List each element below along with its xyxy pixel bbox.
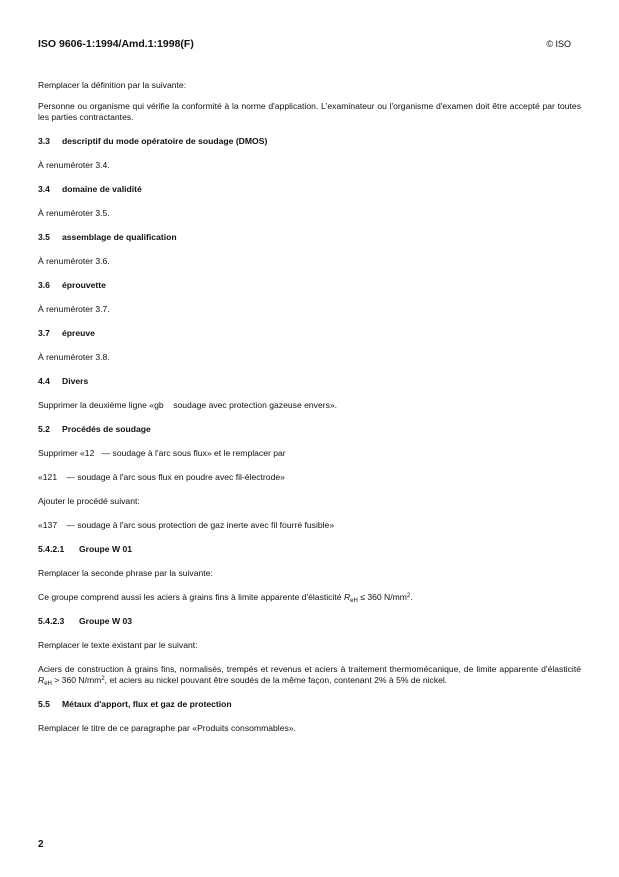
section-number: 3.3: [38, 136, 50, 146]
section-title: éprouvette: [62, 280, 106, 290]
section-title: Groupe W 03: [79, 616, 133, 626]
symbol-subscript: eH: [350, 598, 358, 604]
process-description: — soudage à l'arc sous protection de gaz inerte avec fil fourré fusible»: [66, 520, 335, 530]
text-part: Aciers de construction à grains fins, normalisés, trempés et revenus et aciers à traitement thermomécanique, de limite apparente d'élasticité: [38, 664, 581, 674]
section-title: Métaux d'apport, flux et gaz de protection: [62, 699, 232, 709]
section-heading-5-4-2-3: [38, 616, 581, 627]
section-title: descriptif du mode opératoire de soudage (DMOS): [62, 136, 268, 146]
section-number: 3.7: [38, 328, 50, 338]
section-heading-3-3: [38, 136, 581, 147]
superscript: 2: [101, 676, 105, 682]
section-title: épreuve: [62, 328, 95, 338]
section-text-5-5: Remplacer le titre de ce paragraphe par «Produits consommables».: [38, 723, 296, 733]
section-number: 5.2: [38, 424, 50, 434]
page-header: [38, 38, 571, 52]
section-5-2-para-1: [38, 448, 581, 459]
section-number: 3.4: [38, 184, 50, 194]
value-text: > 360 N/mm: [54, 675, 102, 685]
superscript: 2: [406, 593, 411, 599]
section-heading-4-4: [38, 376, 581, 387]
section-heading-3-5: [38, 232, 581, 243]
section-5-2-para-3: Ajouter le procédé suivant:: [38, 496, 140, 506]
section-heading-3-4: [38, 184, 581, 195]
page-number: 2: [38, 839, 44, 850]
text-part: Supprimer «12: [38, 448, 95, 458]
section-5-4-2-1-para-1: Remplacer la seconde phrase par la suivante:: [38, 568, 213, 578]
section-heading-3-7: [38, 328, 581, 339]
symbol-r: R: [343, 592, 351, 602]
section-text-3-5: À renuméroter 3.6.: [38, 256, 110, 266]
text-part: Ce groupe comprend aussi les aciers à grains fins à limite apparente d'élasticité: [38, 592, 342, 602]
section-number: 3.6: [38, 280, 50, 290]
section-title: Groupe W 01: [79, 544, 133, 554]
section-5-4-2-3-para-1: Remplacer le texte existant par le suivant:: [38, 640, 198, 650]
value-text: ≤ 360 N/mm: [360, 592, 407, 602]
section-heading-5-5: [38, 699, 581, 710]
section-heading-5-2: [38, 424, 581, 435]
document-id: ISO 9606-1:1994/Amd.1:1998(F): [38, 38, 194, 50]
section-text-3-4: À renuméroter 3.5.: [38, 208, 110, 218]
text-part: Supprimer la deuxième ligne «gb: [38, 400, 164, 410]
text-part: soudage avec protection gazeuse envers».: [173, 400, 338, 410]
section-title: assemblage de qualification: [62, 232, 177, 242]
section-text-3-7: À renuméroter 3.8.: [38, 352, 110, 362]
section-title: Divers: [62, 376, 89, 386]
section-5-2-para-2: [38, 472, 581, 483]
section-text-3-6: À renuméroter 3.7.: [38, 304, 110, 314]
section-title: Procédés de soudage: [62, 424, 151, 434]
definition-paragraph: Personne ou organisme qui vérifie la conformité à la norme d'application. L'examinateur ou l'organisme d'examen doit être accepté par toutes les parties contractantes.: [38, 101, 581, 122]
text-part: — soudage à l'arc sous flux» et le remplacer par: [101, 448, 286, 458]
symbol-subscript: eH: [44, 681, 52, 687]
text-part: , et aciers au nickel pouvant être soudés de la même façon, contenant 2% à 5% de nickel.: [104, 675, 448, 685]
intro-paragraph: Remplacer la définition par la suivante:: [38, 80, 187, 90]
section-number: 5.4.2.3: [38, 616, 65, 626]
section-title: domaine de validité: [62, 184, 142, 194]
symbol-r: R: [38, 675, 45, 685]
text-part: .: [410, 592, 413, 602]
document-body: [38, 80, 581, 747]
section-5-4-2-3-para-2: [38, 664, 581, 686]
section-heading-5-4-2-1: [38, 544, 581, 555]
process-description: — soudage à l'arc sous flux en poudre avec fil-électrode»: [66, 472, 285, 482]
copyright-notice: © ISO: [546, 39, 571, 49]
section-number: 3.5: [38, 232, 50, 242]
process-code: «121: [38, 472, 58, 482]
section-text-3-3: À renuméroter 3.4.: [38, 160, 110, 170]
process-code: «137: [38, 520, 58, 530]
section-number: 5.5: [38, 699, 50, 709]
section-heading-3-6: [38, 280, 581, 291]
section-text-4-4: [38, 400, 581, 411]
section-number: 4.4: [38, 376, 50, 386]
section-number: 5.4.2.1: [38, 544, 65, 554]
section-5-2-para-4: [38, 520, 581, 531]
section-5-4-2-1-para-2: [38, 592, 581, 603]
